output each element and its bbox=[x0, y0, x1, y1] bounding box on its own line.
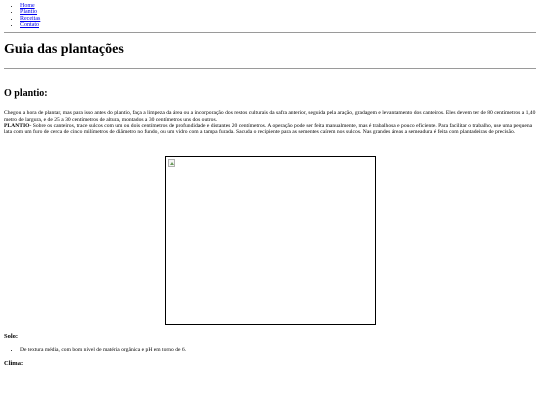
solo-item: • De textura média, com bom nível de matéria orgânica e pH em torno de 6. bbox=[20, 347, 536, 354]
plantation-image bbox=[165, 156, 376, 325]
nav-link-contato[interactable]: Contato bbox=[20, 21, 39, 28]
page-title: Guia das plantações bbox=[4, 42, 124, 58]
nav-item-contato bbox=[20, 22, 536, 28]
intro-text: Chegou a hora de plantar, mas para isso antes do plantio, faça a limpeza da área ou a incorporação dos restos culturais da safra anterior, seguida pela aração, gradagem e levantamento dos canteiros. Eles devem ter de 80 centímetros a 1,40 metro de largura, e de 25 a 30 centímetros de altura, montados a 30 centímetros uns dos outros. bbox=[4, 110, 536, 123]
broken-image-icon bbox=[168, 159, 175, 167]
section-heading-plantio: O plantio: bbox=[4, 88, 48, 100]
divider-title bbox=[4, 68, 536, 69]
nav-link-home[interactable]: Home bbox=[20, 3, 35, 9]
solo-list bbox=[4, 347, 536, 354]
nav-link-plantio[interactable]: Plantio bbox=[20, 9, 38, 16]
section-paragraph bbox=[4, 110, 536, 136]
main-nav bbox=[4, 3, 536, 28]
divider-top bbox=[4, 32, 536, 33]
figure-container bbox=[4, 156, 536, 327]
plantio-text: - Sobre os canteiros, trace sulcos com um ou dois centímetros de profundidade e distantes 20 centímetros. A operação pode ser feita manualmente, mas é trabalhosa e pouco eficiente. Para facilitar o trabalho, use uma pequena lata com um furo de cerca de cinco milímetros de diâmetro no fundo, ou um vidro com a tampa furada. Sacuda o recipiente para as sementes caírem nos sulcos. Nas grandes áreas a semeadura é feita com plantadeiras de precisão. bbox=[4, 123, 533, 136]
nav-link-receitas[interactable]: Receitas bbox=[20, 15, 41, 22]
plantio-label: PLANTIO bbox=[4, 123, 30, 129]
clima-heading: Clima: bbox=[4, 360, 24, 368]
solo-heading: Solo: bbox=[4, 333, 19, 341]
